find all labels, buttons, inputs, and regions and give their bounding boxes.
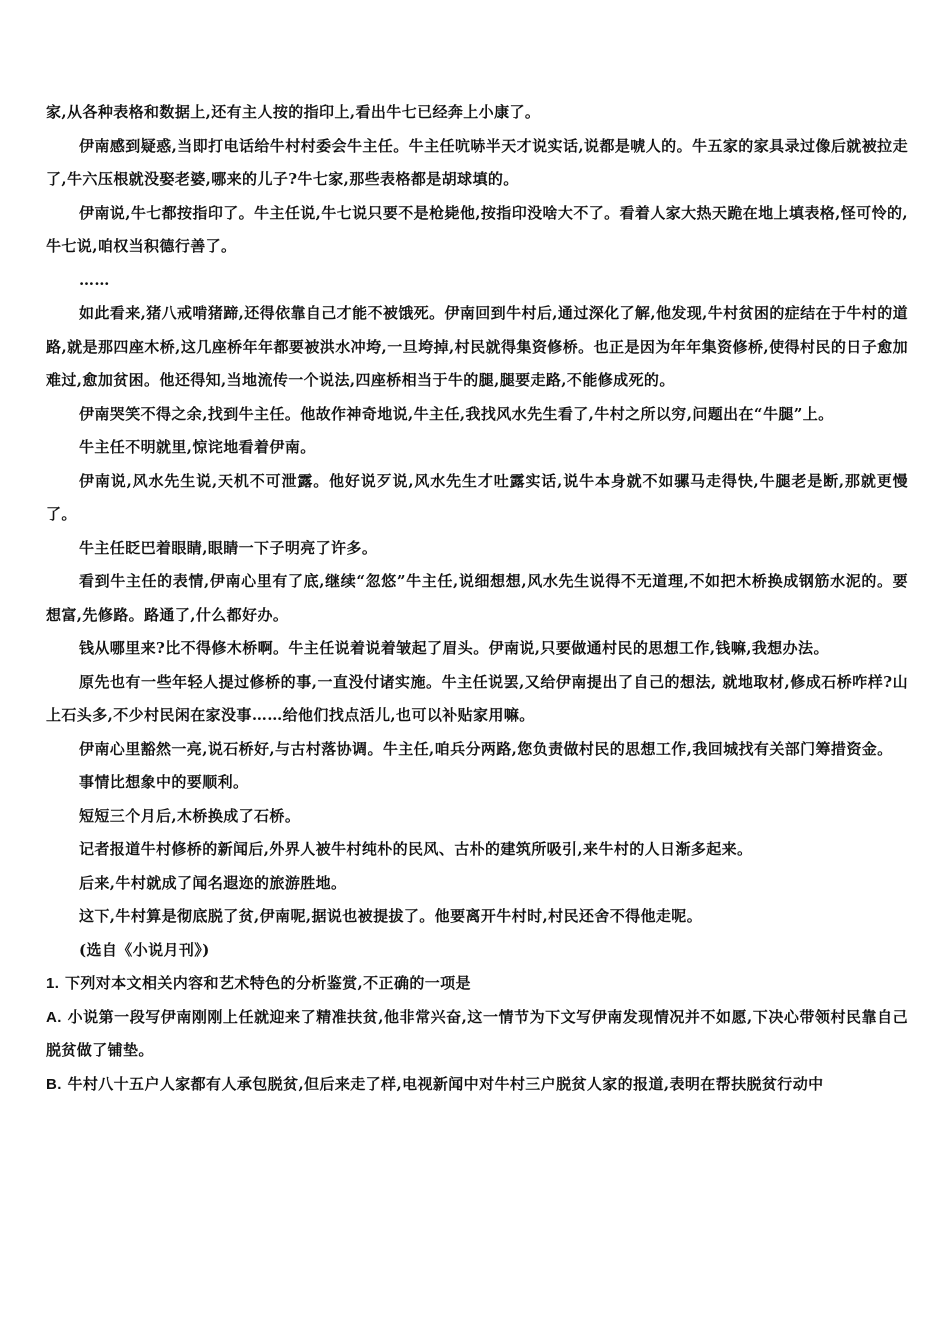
option-b-label: B. (46, 1075, 62, 1093)
paragraph-15: 短短三个月后,木桥换成了石桥。 (79, 806, 301, 825)
document-page (46, 96, 908, 1101)
ellipsis-line: …… (79, 270, 110, 289)
question-text: 下列对本文相关内容和艺术特色的分析鉴赏,不正确的一项是 (64, 974, 471, 992)
paragraph-7: 牛主任不明就里,惊诧地看着伊南。 (79, 438, 316, 456)
option-b (46, 1068, 908, 1102)
paragraph-6: 伊南哭笑不得之余,找到牛主任。他故作神奇地说,牛主任,我找风水先生看了,牛村之所以穷,问题出在“牛腿”上。 (79, 404, 834, 423)
paragraph-3: 伊南说,牛七都按指印了。牛主任说,牛七说只要不是枪毙他,按指印没啥大不了。看着人家大热天跪在地上填表格,怪可怜的,牛七说,咱权当积德行善了。 (46, 203, 908, 255)
paragraph-18: 这下,牛村算是彻底脱了贫,伊南呢,据说也被提拔了。他要离开牛村时,村民还舍不得他走呢。 (79, 907, 703, 925)
paragraph-2: 伊南感到疑惑,当即打电话给牛村村委会牛主任。牛主任吭哧半天才说实话,说都是唬人的。牛五家的家具录过像后就被拉走了,牛六压根就没娶老婆,哪来的儿子?牛七家,那些表格都是胡球填的。 (46, 136, 908, 188)
option-a-text: 小说第一段写伊南刚刚上任就迎来了精准扶贫,他非常兴奋,这一情节为下文写伊南发现情况并不如愿,下决心带领村民靠自己脱贫做了铺垫。 (46, 1007, 909, 1059)
paragraph-1: 家,从各种表格和数据上,还有主人按的指印上,看出牛七已经奔上小康了。 (46, 103, 541, 121)
paragraph-9: 牛主任眨巴着眼睛,眼睛一下子明亮了许多。 (79, 538, 378, 557)
source-citation: (选自《小说月刊》) (79, 940, 210, 959)
paragraph-11: 钱从哪里来?比不得修木桥啊。牛主任说着说着皱起了眉头。伊南说,只要做通村民的思想工作,钱嘛,我想办法。 (79, 639, 829, 657)
paragraph-8: 伊南说,风水先生说,天机不可泄露。他好说歹说,风水先生才吐露实话,说牛本身就不如骡马走得快,牛腿老是断,那就更慢了。 (46, 471, 908, 523)
option-b-text: 牛村八十五户人家都有人承包脱贫,但后来走了样,电视新闻中对牛村三户脱贫人家的报道,表明在帮扶脱贫行动中 (67, 1074, 824, 1093)
paragraph-5: 如此看来,猪八戒啃猪蹄,还得依靠自己才能不被饿死。伊南回到牛村后,通过深化了解,他发现,牛村贫困的症结在于牛村的道路,就是那四座木桥,这几座桥年年都要被洪水冲垮,一旦垮掉,村民就得集资修桥。也正是因为年年集资修桥,使得村民的日子愈加难过,愈加贫困。他还得知,当地流传一个说法,四座桥相当于牛的腿,腿要走路,不能修成死的。 (46, 304, 908, 389)
paragraph-16: 记者报道牛村修桥的新闻后,外界人被牛村纯朴的民风、古朴的建筑所吸引,来牛村的人日渐多起来。 (79, 840, 753, 858)
paragraph-10: 看到牛主任的表情,伊南心里有了底,继续“忽悠”牛主任,说细想想,风水先生说得不无道理,不如把木桥换成钢筋水泥的。要想富,先修路。路通了,什么都好办。 (46, 572, 908, 624)
paragraph-12: 原先也有一些年轻人提过修桥的事,一直没付诸实施。牛主任说罢,又给伊南提出了自己的想法, 就地取材,修成石桥咋样?山上石头多,不少村民闲在家没事……给他们找点活儿,也可以补贴家用嘛。 (46, 672, 908, 724)
option-a-label: A. (46, 1008, 62, 1026)
paragraph-14: 事情比想象中的要顺利。 (79, 773, 249, 791)
option-a (46, 1001, 908, 1068)
paragraph-17: 后来,牛村就成了闻名遐迩的旅游胜地。 (79, 873, 347, 892)
question-stem (46, 967, 908, 1001)
paragraph-13: 伊南心里豁然一亮,说石桥好,与古村落协调。牛主任,咱兵分两路,您负责做村民的思想工作,我回城找有关部门筹措资金。 (79, 739, 893, 758)
question-number: 1. (46, 975, 60, 992)
